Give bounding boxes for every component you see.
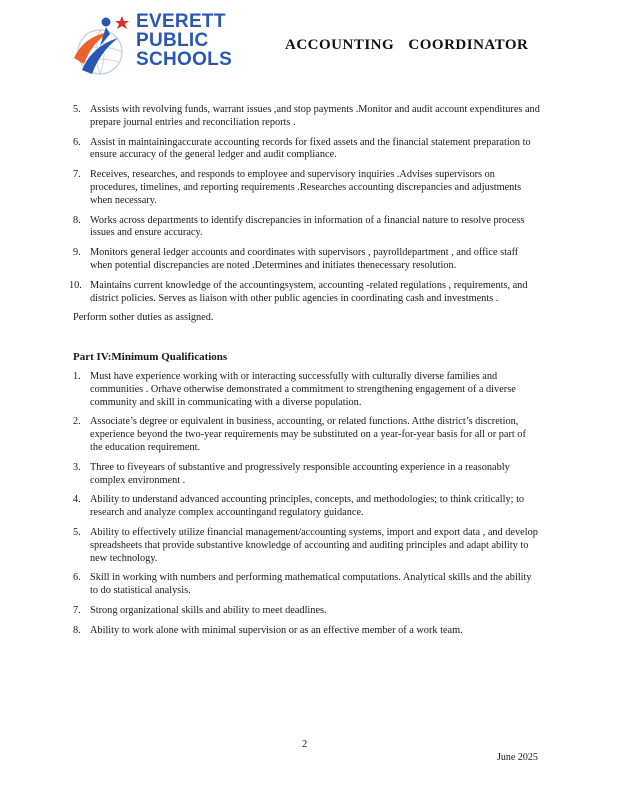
item-text: Ability to work alone with minimal supervision or as an effective member of a work team. xyxy=(90,624,463,636)
footer-date: June 2025 xyxy=(497,752,538,763)
item-text: Works across departments to identify discrepancies in information of a financial nature to resolve process issues and ensure accuracy. xyxy=(90,214,525,239)
item-number: 7. xyxy=(73,169,81,181)
item-number: 2. xyxy=(73,416,81,428)
document-body xyxy=(69,104,541,645)
item-text: Receives, researches, and responds to employee and supervisory inquiries .Advises supervisors on procedures, timelines, and reporting requirements .Researches accounting discrepancies and adjustments when necessary. xyxy=(90,169,522,206)
item-number: 5. xyxy=(73,104,81,115)
logo-line-schools: SCHOOLS xyxy=(136,49,233,70)
item-number: 7. xyxy=(73,604,81,616)
list-item xyxy=(73,462,541,488)
item-text: Must have experience working with or interacting successfully with culturally diverse families and communities . Orhave otherwise demonstrated a commitment to strengthening engagement of a diverse community and skill in communicating with a diverse population. xyxy=(90,370,516,408)
item-text: Ability to effectively utilize financial management/accounting systems, import and export data , and develop spreadsheets that provide substantive knowledge of accounting and auditing principles and adapt ability to new technology. xyxy=(90,526,538,564)
list-item xyxy=(73,572,541,598)
item-number: 6. xyxy=(73,136,81,148)
document-title: ACCOUNTING COORDINATOR xyxy=(285,37,529,53)
qualifications-list xyxy=(73,371,541,638)
item-number: 8. xyxy=(73,214,81,226)
list-item xyxy=(73,416,541,454)
list-item xyxy=(73,169,541,207)
item-number: 9. xyxy=(73,247,81,259)
item-number: 3. xyxy=(73,461,81,473)
item-text: Three to fiveyears of substantive and progressively responsible accounting experience in a reasonably complex environment . xyxy=(90,461,510,486)
item-text: Assist in maintainingaccurate accounting records for fixed assets and the financial statement preparation to ensure accuracy of the general ledger and audit compliance. xyxy=(90,136,531,161)
logo-line-public: PUBLIC xyxy=(136,30,209,51)
list-item xyxy=(73,527,541,565)
list-item xyxy=(73,104,541,130)
item-text: Strong organizational skills and ability to meet deadlines. xyxy=(90,604,327,616)
school-logo xyxy=(70,12,240,78)
item-number: 8. xyxy=(73,624,81,636)
item-text: Monitors general ledger accounts and coordinates with supervisors , payrolldepartment , and office staff when potential discrepancies are noted .Determines and initiates thenecessary resolution. xyxy=(90,247,519,271)
item-number: 6. xyxy=(73,572,81,584)
logo-emblem-icon xyxy=(70,12,136,78)
page-number: 2 xyxy=(302,739,308,750)
list-item xyxy=(69,279,541,306)
section-heading-qualifications: Part IV:Minimum Qualifications xyxy=(73,351,228,364)
list-item xyxy=(73,625,541,638)
item-number: 10. xyxy=(69,279,82,291)
item-number: 1. xyxy=(73,370,81,382)
list-item xyxy=(73,494,541,520)
list-item xyxy=(73,247,541,273)
logo-wordmark xyxy=(136,12,246,69)
list-item xyxy=(73,137,541,163)
item-text: Maintains current knowledge of the accountingsystem, accounting -related regulations , requirements, and district policies. Serves as liaison with other public agencies in coordinating cash and investments . xyxy=(90,279,528,304)
item-text: Assists with revolving funds, warrant issues ,and stop payments .Monitor and audit account expenditures and prepare journal entries and reconciliation reports . xyxy=(90,104,540,128)
logo-line-everett: EVERETT xyxy=(136,11,226,32)
item-text: Associate’s degree or equivalent in business, accounting, or related functions. Atthe district’s discretion, experience beyond the two-year requirements may be substituted on a year-for-year basis for all or part of the education requirement. xyxy=(90,416,526,453)
duties-list xyxy=(69,104,541,305)
item-text: Skill in working with numbers and performing mathematical computations. Analytical skills and the ability to do statistical analysis. xyxy=(90,572,532,597)
item-text: Ability to understand advanced accounting principles, concepts, and methodologies; to think critically; to research and analyze complex accountingand regulatory guidance. xyxy=(90,494,525,519)
item-number: 4. xyxy=(73,494,81,506)
list-item xyxy=(73,605,541,618)
list-item xyxy=(73,371,541,409)
item-number: 5. xyxy=(73,526,81,538)
list-item xyxy=(73,215,541,241)
other-duties-text: Perform sother duties as assigned. xyxy=(73,312,214,324)
